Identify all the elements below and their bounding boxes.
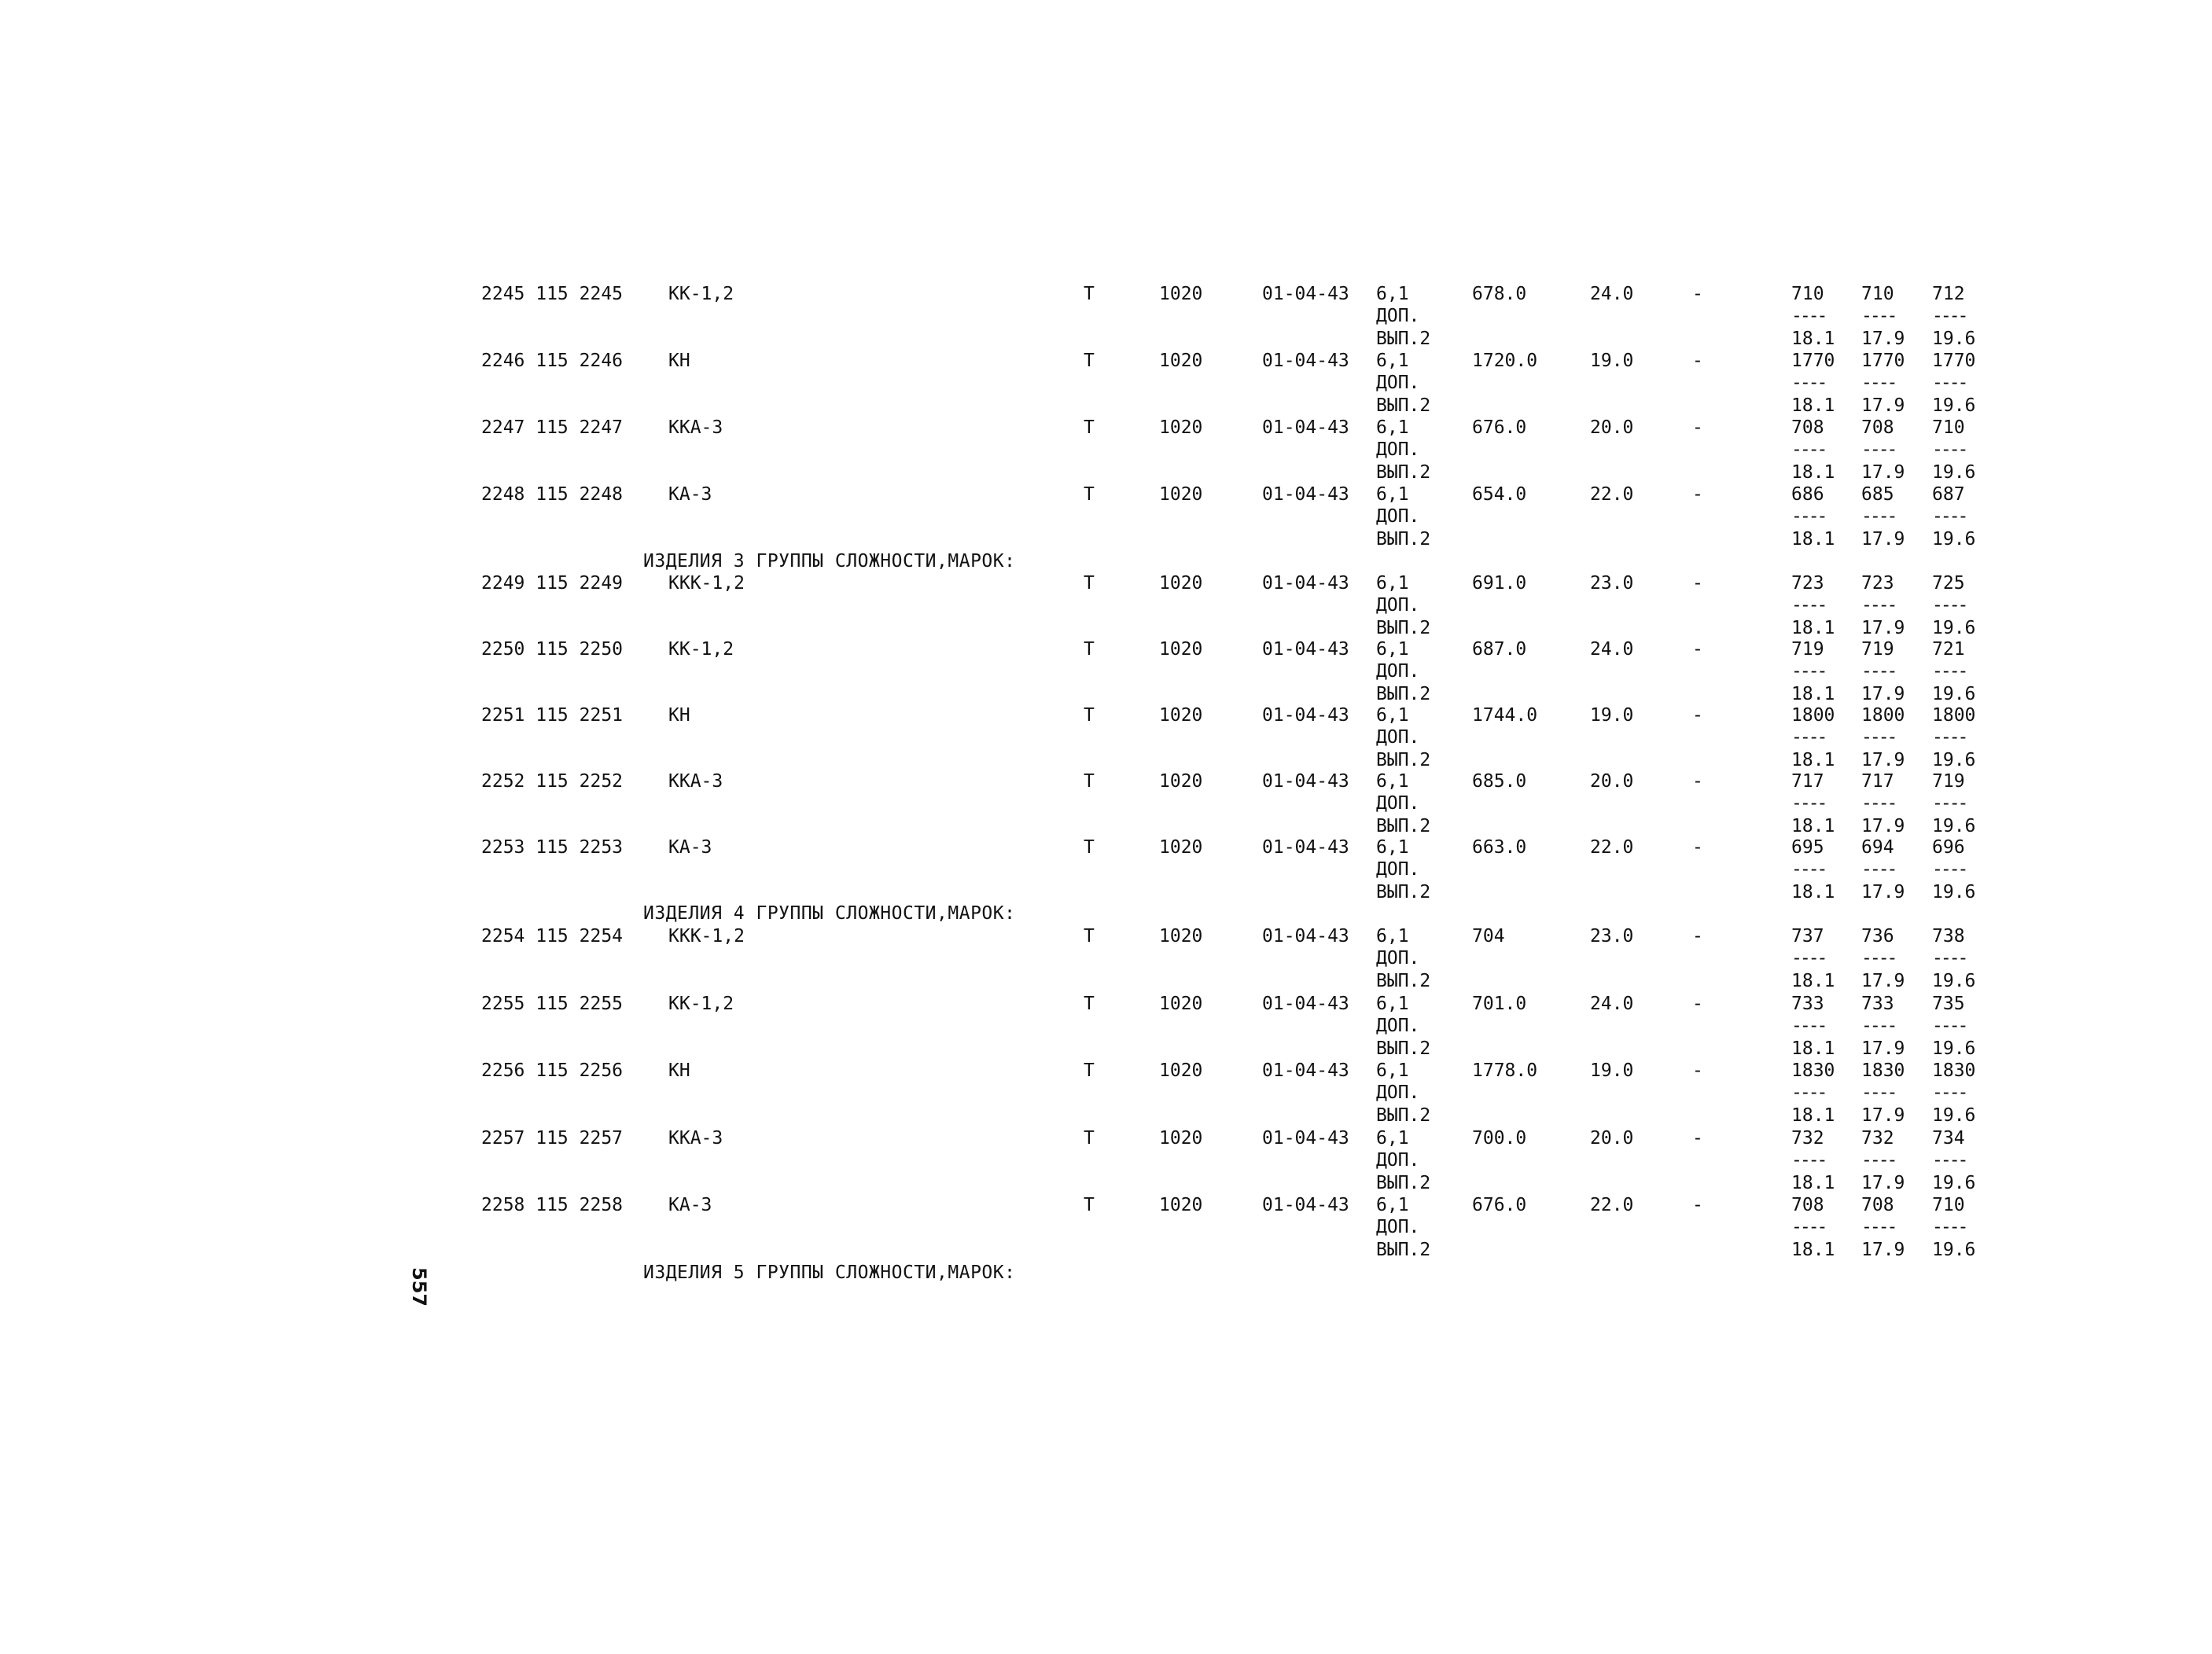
percent-value: 20.0 (1590, 771, 1634, 792)
note-line-1: 6,1 (1376, 1060, 1409, 1081)
fraction-line-1: ---- (1791, 1150, 1826, 1171)
coefficient-col-2: 17.9 (1861, 750, 1905, 770)
note-line-1: 6,1 (1376, 705, 1409, 726)
type-code: Т (1084, 1128, 1095, 1149)
coefficient-col-2: 17.9 (1861, 618, 1905, 638)
fraction-line-3: ---- (1932, 1150, 1967, 1171)
base-value: 1720.0 (1472, 351, 1538, 371)
note-line-3: ВЫП.2 (1376, 1105, 1431, 1126)
value-col-2: 1800 (1861, 705, 1905, 726)
fraction-line-2: ---- (1861, 793, 1896, 814)
coefficient-col-1: 18.1 (1791, 618, 1835, 638)
empty-marker: - (1692, 639, 1703, 660)
coefficient-col-2: 17.9 (1861, 882, 1905, 902)
fraction-line-2: ---- (1861, 595, 1896, 616)
percent-value: 24.0 (1590, 284, 1634, 304)
base-value: 676.0 (1472, 417, 1527, 438)
fraction-line-1: ---- (1791, 948, 1826, 969)
unit-code: 1020 (1159, 484, 1203, 505)
coefficient-col-3: 19.6 (1932, 1038, 1976, 1059)
unit-code: 1020 (1159, 1060, 1203, 1081)
type-code: Т (1084, 284, 1095, 304)
value-col-2: 736 (1861, 926, 1894, 946)
date-code: 01-04-43 (1262, 284, 1349, 304)
unit-code: 1020 (1159, 705, 1203, 726)
date-code: 01-04-43 (1262, 837, 1349, 858)
note-line-3: ВЫП.2 (1376, 462, 1431, 483)
mark-name: КН (668, 351, 690, 371)
date-code: 01-04-43 (1262, 1195, 1349, 1215)
table-row (0, 993, 2212, 1060)
value-col-3: 710 (1932, 1195, 1965, 1215)
note-line-2: ДОП. (1376, 661, 1420, 682)
base-value: 704 (1472, 926, 1505, 946)
record-number: 2249 115 2249 (481, 573, 624, 594)
value-col-2: 717 (1861, 771, 1894, 792)
value-col-3: 725 (1932, 573, 1965, 594)
value-col-1: 733 (1791, 994, 1824, 1014)
record-number: 2257 115 2257 (481, 1128, 624, 1149)
type-code: Т (1084, 1060, 1095, 1081)
value-col-3: 687 (1932, 484, 1965, 505)
coefficient-col-3: 19.6 (1932, 462, 1976, 483)
group-header: ИЗДЕЛИЯ 3 ГРУППЫ СЛОЖНОСТИ,МАРОК: (643, 551, 1016, 572)
coefficient-col-3: 19.6 (1932, 1105, 1976, 1126)
mark-name: ККА-3 (668, 1128, 723, 1149)
mark-name: КН (668, 1060, 690, 1081)
unit-code: 1020 (1159, 1195, 1203, 1215)
note-line-3: ВЫП.2 (1376, 1173, 1431, 1193)
unit-code: 1020 (1159, 639, 1203, 660)
value-col-1: 710 (1791, 284, 1824, 304)
type-code: Т (1084, 926, 1095, 946)
note-line-2: ДОП. (1376, 1082, 1420, 1103)
value-col-3: 738 (1932, 926, 1965, 946)
table-row (0, 770, 2212, 837)
note-line-3: ВЫП.2 (1376, 1038, 1431, 1059)
base-value: 687.0 (1472, 639, 1527, 660)
record-number: 2250 115 2250 (481, 639, 624, 660)
coefficient-col-1: 18.1 (1791, 684, 1835, 704)
note-line-2: ДОП. (1376, 1217, 1420, 1237)
coefficient-col-1: 18.1 (1791, 462, 1835, 483)
fraction-line-3: ---- (1932, 373, 1967, 393)
base-value: 1744.0 (1472, 705, 1538, 726)
date-code: 01-04-43 (1262, 1060, 1349, 1081)
coefficient-col-3: 19.6 (1932, 1173, 1976, 1193)
value-col-3: 712 (1932, 284, 1965, 304)
percent-value: 19.0 (1590, 351, 1634, 371)
empty-marker: - (1692, 484, 1703, 505)
fraction-line-2: ---- (1861, 1217, 1896, 1237)
fraction-line-3: ---- (1932, 661, 1967, 682)
value-col-3: 719 (1932, 771, 1965, 792)
value-col-2: 708 (1861, 1195, 1894, 1215)
unit-code: 1020 (1159, 417, 1203, 438)
percent-value: 19.0 (1590, 1060, 1634, 1081)
record-number: 2246 115 2246 (481, 351, 624, 371)
fraction-line-3: ---- (1932, 859, 1967, 880)
empty-marker: - (1692, 351, 1703, 371)
percent-value: 22.0 (1590, 484, 1634, 505)
percent-value: 19.0 (1590, 705, 1634, 726)
date-code: 01-04-43 (1262, 1128, 1349, 1149)
coefficient-col-1: 18.1 (1791, 971, 1835, 991)
note-line-2: ДОП. (1376, 859, 1420, 880)
empty-marker: - (1692, 1128, 1703, 1149)
base-value: 1778.0 (1472, 1060, 1538, 1081)
note-line-2: ДОП. (1376, 373, 1420, 393)
fraction-line-1: ---- (1791, 859, 1826, 880)
note-line-3: ВЫП.2 (1376, 618, 1431, 638)
coefficient-col-3: 19.6 (1932, 395, 1976, 416)
value-col-1: 1770 (1791, 351, 1835, 371)
date-code: 01-04-43 (1262, 926, 1349, 946)
fraction-line-2: ---- (1861, 859, 1896, 880)
fraction-line-1: ---- (1791, 373, 1826, 393)
fraction-line-1: ---- (1791, 1082, 1826, 1103)
value-col-2: 694 (1861, 837, 1894, 858)
value-col-1: 686 (1791, 484, 1824, 505)
coefficient-col-3: 19.6 (1932, 882, 1976, 902)
table-row (0, 704, 2212, 771)
fraction-line-2: ---- (1861, 727, 1896, 748)
fraction-line-2: ---- (1861, 1016, 1896, 1036)
fraction-line-3: ---- (1932, 506, 1967, 527)
table-row (0, 836, 2212, 903)
base-value: 654.0 (1472, 484, 1527, 505)
note-line-1: 6,1 (1376, 573, 1409, 594)
percent-value: 20.0 (1590, 1128, 1634, 1149)
coefficient-col-2: 17.9 (1861, 684, 1905, 704)
fraction-line-2: ---- (1861, 1150, 1896, 1171)
note-line-3: ВЫП.2 (1376, 529, 1431, 549)
type-code: Т (1084, 837, 1095, 858)
note-line-3: ВЫП.2 (1376, 971, 1431, 991)
value-col-2: 732 (1861, 1128, 1894, 1149)
coefficient-col-3: 19.6 (1932, 816, 1976, 836)
note-line-2: ДОП. (1376, 306, 1420, 326)
mark-name: ККА-3 (668, 417, 723, 438)
fraction-line-2: ---- (1861, 1082, 1896, 1103)
note-line-2: ДОП. (1376, 595, 1420, 616)
date-code: 01-04-43 (1262, 573, 1349, 594)
note-line-2: ДОП. (1376, 727, 1420, 748)
coefficient-col-1: 18.1 (1791, 329, 1835, 349)
unit-code: 1020 (1159, 837, 1203, 858)
note-line-3: ВЫП.2 (1376, 684, 1431, 704)
type-code: Т (1084, 484, 1095, 505)
value-col-1: 695 (1791, 837, 1824, 858)
note-line-2: ДОП. (1376, 793, 1420, 814)
record-number: 2258 115 2258 (481, 1195, 624, 1215)
type-code: Т (1084, 573, 1095, 594)
fraction-line-2: ---- (1861, 506, 1896, 527)
note-line-1: 6,1 (1376, 639, 1409, 660)
fraction-line-3: ---- (1932, 1217, 1967, 1237)
note-line-3: ВЫП.2 (1376, 1240, 1431, 1260)
note-line-3: ВЫП.2 (1376, 816, 1431, 836)
empty-marker: - (1692, 771, 1703, 792)
fraction-line-2: ---- (1861, 661, 1896, 682)
note-line-1: 6,1 (1376, 926, 1409, 946)
fraction-line-3: ---- (1932, 1082, 1967, 1103)
table-row (0, 1194, 2212, 1261)
coefficient-col-2: 17.9 (1861, 1038, 1905, 1059)
coefficient-col-1: 18.1 (1791, 882, 1835, 902)
unit-code: 1020 (1159, 1128, 1203, 1149)
coefficient-col-1: 18.1 (1791, 395, 1835, 416)
empty-marker: - (1692, 417, 1703, 438)
value-col-3: 1800 (1932, 705, 1976, 726)
type-code: Т (1084, 705, 1095, 726)
note-line-3: ВЫП.2 (1376, 395, 1431, 416)
empty-marker: - (1692, 1195, 1703, 1215)
note-line-1: 6,1 (1376, 1128, 1409, 1149)
table-row (0, 483, 2212, 550)
fraction-line-2: ---- (1861, 948, 1896, 969)
percent-value: 24.0 (1590, 639, 1634, 660)
mark-name: КА-3 (668, 484, 712, 505)
fraction-line-2: ---- (1861, 373, 1896, 393)
coefficient-col-2: 17.9 (1861, 971, 1905, 991)
note-line-2: ДОП. (1376, 506, 1420, 527)
coefficient-col-2: 17.9 (1861, 816, 1905, 836)
fraction-line-3: ---- (1932, 439, 1967, 460)
group-header: ИЗДЕЛИЯ 4 ГРУППЫ СЛОЖНОСТИ,МАРОК: (643, 903, 1016, 924)
value-col-3: 735 (1932, 994, 1965, 1014)
unit-code: 1020 (1159, 771, 1203, 792)
value-col-1: 719 (1791, 639, 1824, 660)
unit-code: 1020 (1159, 994, 1203, 1014)
base-value: 676.0 (1472, 1195, 1527, 1215)
base-value: 678.0 (1472, 284, 1527, 304)
coefficient-col-1: 18.1 (1791, 1173, 1835, 1193)
date-code: 01-04-43 (1262, 417, 1349, 438)
page-number: 557 (408, 1267, 430, 1307)
type-code: Т (1084, 1195, 1095, 1215)
empty-marker: - (1692, 284, 1703, 304)
mark-name: КК-1,2 (668, 284, 734, 304)
record-number: 2245 115 2245 (481, 284, 624, 304)
note-line-1: 6,1 (1376, 351, 1409, 371)
note-line-1: 6,1 (1376, 837, 1409, 858)
table-row (0, 638, 2212, 705)
note-line-3: ВЫП.2 (1376, 750, 1431, 770)
base-value: 691.0 (1472, 573, 1527, 594)
fraction-line-1: ---- (1791, 595, 1826, 616)
unit-code: 1020 (1159, 926, 1203, 946)
value-col-2: 719 (1861, 639, 1894, 660)
coefficient-col-3: 19.6 (1932, 618, 1976, 638)
record-number: 2251 115 2251 (481, 705, 624, 726)
fraction-line-2: ---- (1861, 439, 1896, 460)
coefficient-col-3: 19.6 (1932, 329, 1976, 349)
coefficient-col-2: 17.9 (1861, 395, 1905, 416)
unit-code: 1020 (1159, 284, 1203, 304)
percent-value: 22.0 (1590, 837, 1634, 858)
value-col-2: 723 (1861, 573, 1894, 594)
note-line-3: ВЫП.2 (1376, 882, 1431, 902)
table-row (0, 1060, 2212, 1127)
empty-marker: - (1692, 926, 1703, 946)
fraction-line-3: ---- (1932, 1016, 1967, 1036)
table-row (0, 1127, 2212, 1194)
fraction-line-1: ---- (1791, 793, 1826, 814)
note-line-2: ДОП. (1376, 1150, 1420, 1171)
base-value: 685.0 (1472, 771, 1527, 792)
record-number: 2252 115 2252 (481, 771, 624, 792)
note-line-1: 6,1 (1376, 771, 1409, 792)
record-number: 2255 115 2255 (481, 994, 624, 1014)
mark-name: КК-1,2 (668, 639, 734, 660)
value-col-3: 696 (1932, 837, 1965, 858)
type-code: Т (1084, 417, 1095, 438)
mark-name: КА-3 (668, 1195, 712, 1215)
coefficient-col-1: 18.1 (1791, 1038, 1835, 1059)
value-col-2: 1830 (1861, 1060, 1905, 1081)
fraction-line-1: ---- (1791, 506, 1826, 527)
table-row (0, 283, 2212, 350)
note-line-1: 6,1 (1376, 484, 1409, 505)
type-code: Т (1084, 351, 1095, 371)
date-code: 01-04-43 (1262, 351, 1349, 371)
empty-marker: - (1692, 573, 1703, 594)
table-row (0, 417, 2212, 483)
coefficient-col-3: 19.6 (1932, 684, 1976, 704)
fraction-line-3: ---- (1932, 793, 1967, 814)
coefficient-col-2: 17.9 (1861, 529, 1905, 549)
mark-name: КК-1,2 (668, 994, 734, 1014)
value-col-1: 717 (1791, 771, 1824, 792)
value-col-3: 734 (1932, 1128, 1965, 1149)
fraction-line-1: ---- (1791, 727, 1826, 748)
fraction-line-1: ---- (1791, 1016, 1826, 1036)
value-col-1: 708 (1791, 1195, 1824, 1215)
note-line-3: ВЫП.2 (1376, 329, 1431, 349)
base-value: 700.0 (1472, 1128, 1527, 1149)
value-col-1: 708 (1791, 417, 1824, 438)
percent-value: 20.0 (1590, 417, 1634, 438)
group-header: ИЗДЕЛИЯ 5 ГРУППЫ СЛОЖНОСТИ,МАРОК: (643, 1263, 1016, 1283)
mark-name: КН (668, 705, 690, 726)
coefficient-col-2: 17.9 (1861, 329, 1905, 349)
note-line-1: 6,1 (1376, 417, 1409, 438)
value-col-3: 710 (1932, 417, 1965, 438)
coefficient-col-3: 19.6 (1932, 750, 1976, 770)
fraction-line-3: ---- (1932, 948, 1967, 969)
value-col-3: 1770 (1932, 351, 1976, 371)
coefficient-col-3: 19.6 (1932, 1240, 1976, 1260)
fraction-line-1: ---- (1791, 306, 1826, 326)
value-col-3: 1830 (1932, 1060, 1976, 1081)
coefficient-col-2: 17.9 (1861, 1105, 1905, 1126)
fraction-line-1: ---- (1791, 439, 1826, 460)
note-line-2: ДОП. (1376, 948, 1420, 969)
coefficient-col-2: 17.9 (1861, 462, 1905, 483)
fraction-line-1: ---- (1791, 661, 1826, 682)
value-col-1: 1800 (1791, 705, 1835, 726)
mark-name: КА-3 (668, 837, 712, 858)
note-line-1: 6,1 (1376, 1195, 1409, 1215)
unit-code: 1020 (1159, 573, 1203, 594)
table-row (0, 350, 2212, 417)
date-code: 01-04-43 (1262, 484, 1349, 505)
fraction-line-3: ---- (1932, 727, 1967, 748)
fraction-line-3: ---- (1932, 306, 1967, 326)
note-line-2: ДОП. (1376, 439, 1420, 460)
coefficient-col-3: 19.6 (1932, 971, 1976, 991)
value-col-1: 737 (1791, 926, 1824, 946)
empty-marker: - (1692, 1060, 1703, 1081)
type-code: Т (1084, 639, 1095, 660)
mark-name: ККА-3 (668, 771, 723, 792)
coefficient-col-1: 18.1 (1791, 529, 1835, 549)
empty-marker: - (1692, 705, 1703, 726)
record-number: 2256 115 2256 (481, 1060, 624, 1081)
record-number: 2253 115 2253 (481, 837, 624, 858)
note-line-1: 6,1 (1376, 284, 1409, 304)
table-row (0, 925, 2212, 992)
value-col-1: 732 (1791, 1128, 1824, 1149)
value-col-1: 723 (1791, 573, 1824, 594)
percent-value: 23.0 (1590, 926, 1634, 946)
date-code: 01-04-43 (1262, 771, 1349, 792)
value-col-2: 685 (1861, 484, 1894, 505)
value-col-2: 708 (1861, 417, 1894, 438)
base-value: 701.0 (1472, 994, 1527, 1014)
record-number: 2248 115 2248 (481, 484, 624, 505)
empty-marker: - (1692, 837, 1703, 858)
type-code: Т (1084, 994, 1095, 1014)
note-line-1: 6,1 (1376, 994, 1409, 1014)
percent-value: 24.0 (1590, 994, 1634, 1014)
coefficient-col-1: 18.1 (1791, 750, 1835, 770)
value-col-2: 1770 (1861, 351, 1905, 371)
record-number: 2247 115 2247 (481, 417, 624, 438)
note-line-2: ДОП. (1376, 1016, 1420, 1036)
base-value: 663.0 (1472, 837, 1527, 858)
value-col-2: 733 (1861, 994, 1894, 1014)
empty-marker: - (1692, 994, 1703, 1014)
mark-name: ККК-1,2 (668, 573, 745, 594)
mark-name: ККК-1,2 (668, 926, 745, 946)
date-code: 01-04-43 (1262, 705, 1349, 726)
date-code: 01-04-43 (1262, 994, 1349, 1014)
coefficient-col-1: 18.1 (1791, 1240, 1835, 1260)
type-code: Т (1084, 771, 1095, 792)
coefficient-col-1: 18.1 (1791, 816, 1835, 836)
table-row (0, 572, 2212, 639)
date-code: 01-04-43 (1262, 639, 1349, 660)
unit-code: 1020 (1159, 351, 1203, 371)
coefficient-col-2: 17.9 (1861, 1173, 1905, 1193)
fraction-line-2: ---- (1861, 306, 1896, 326)
record-number: 2254 115 2254 (481, 926, 624, 946)
percent-value: 22.0 (1590, 1195, 1634, 1215)
coefficient-col-3: 19.6 (1932, 529, 1976, 549)
value-col-2: 710 (1861, 284, 1894, 304)
fraction-line-3: ---- (1932, 595, 1967, 616)
coefficient-col-1: 18.1 (1791, 1105, 1835, 1126)
coefficient-col-2: 17.9 (1861, 1240, 1905, 1260)
percent-value: 23.0 (1590, 573, 1634, 594)
value-col-1: 1830 (1791, 1060, 1835, 1081)
value-col-3: 721 (1932, 639, 1965, 660)
fraction-line-1: ---- (1791, 1217, 1826, 1237)
